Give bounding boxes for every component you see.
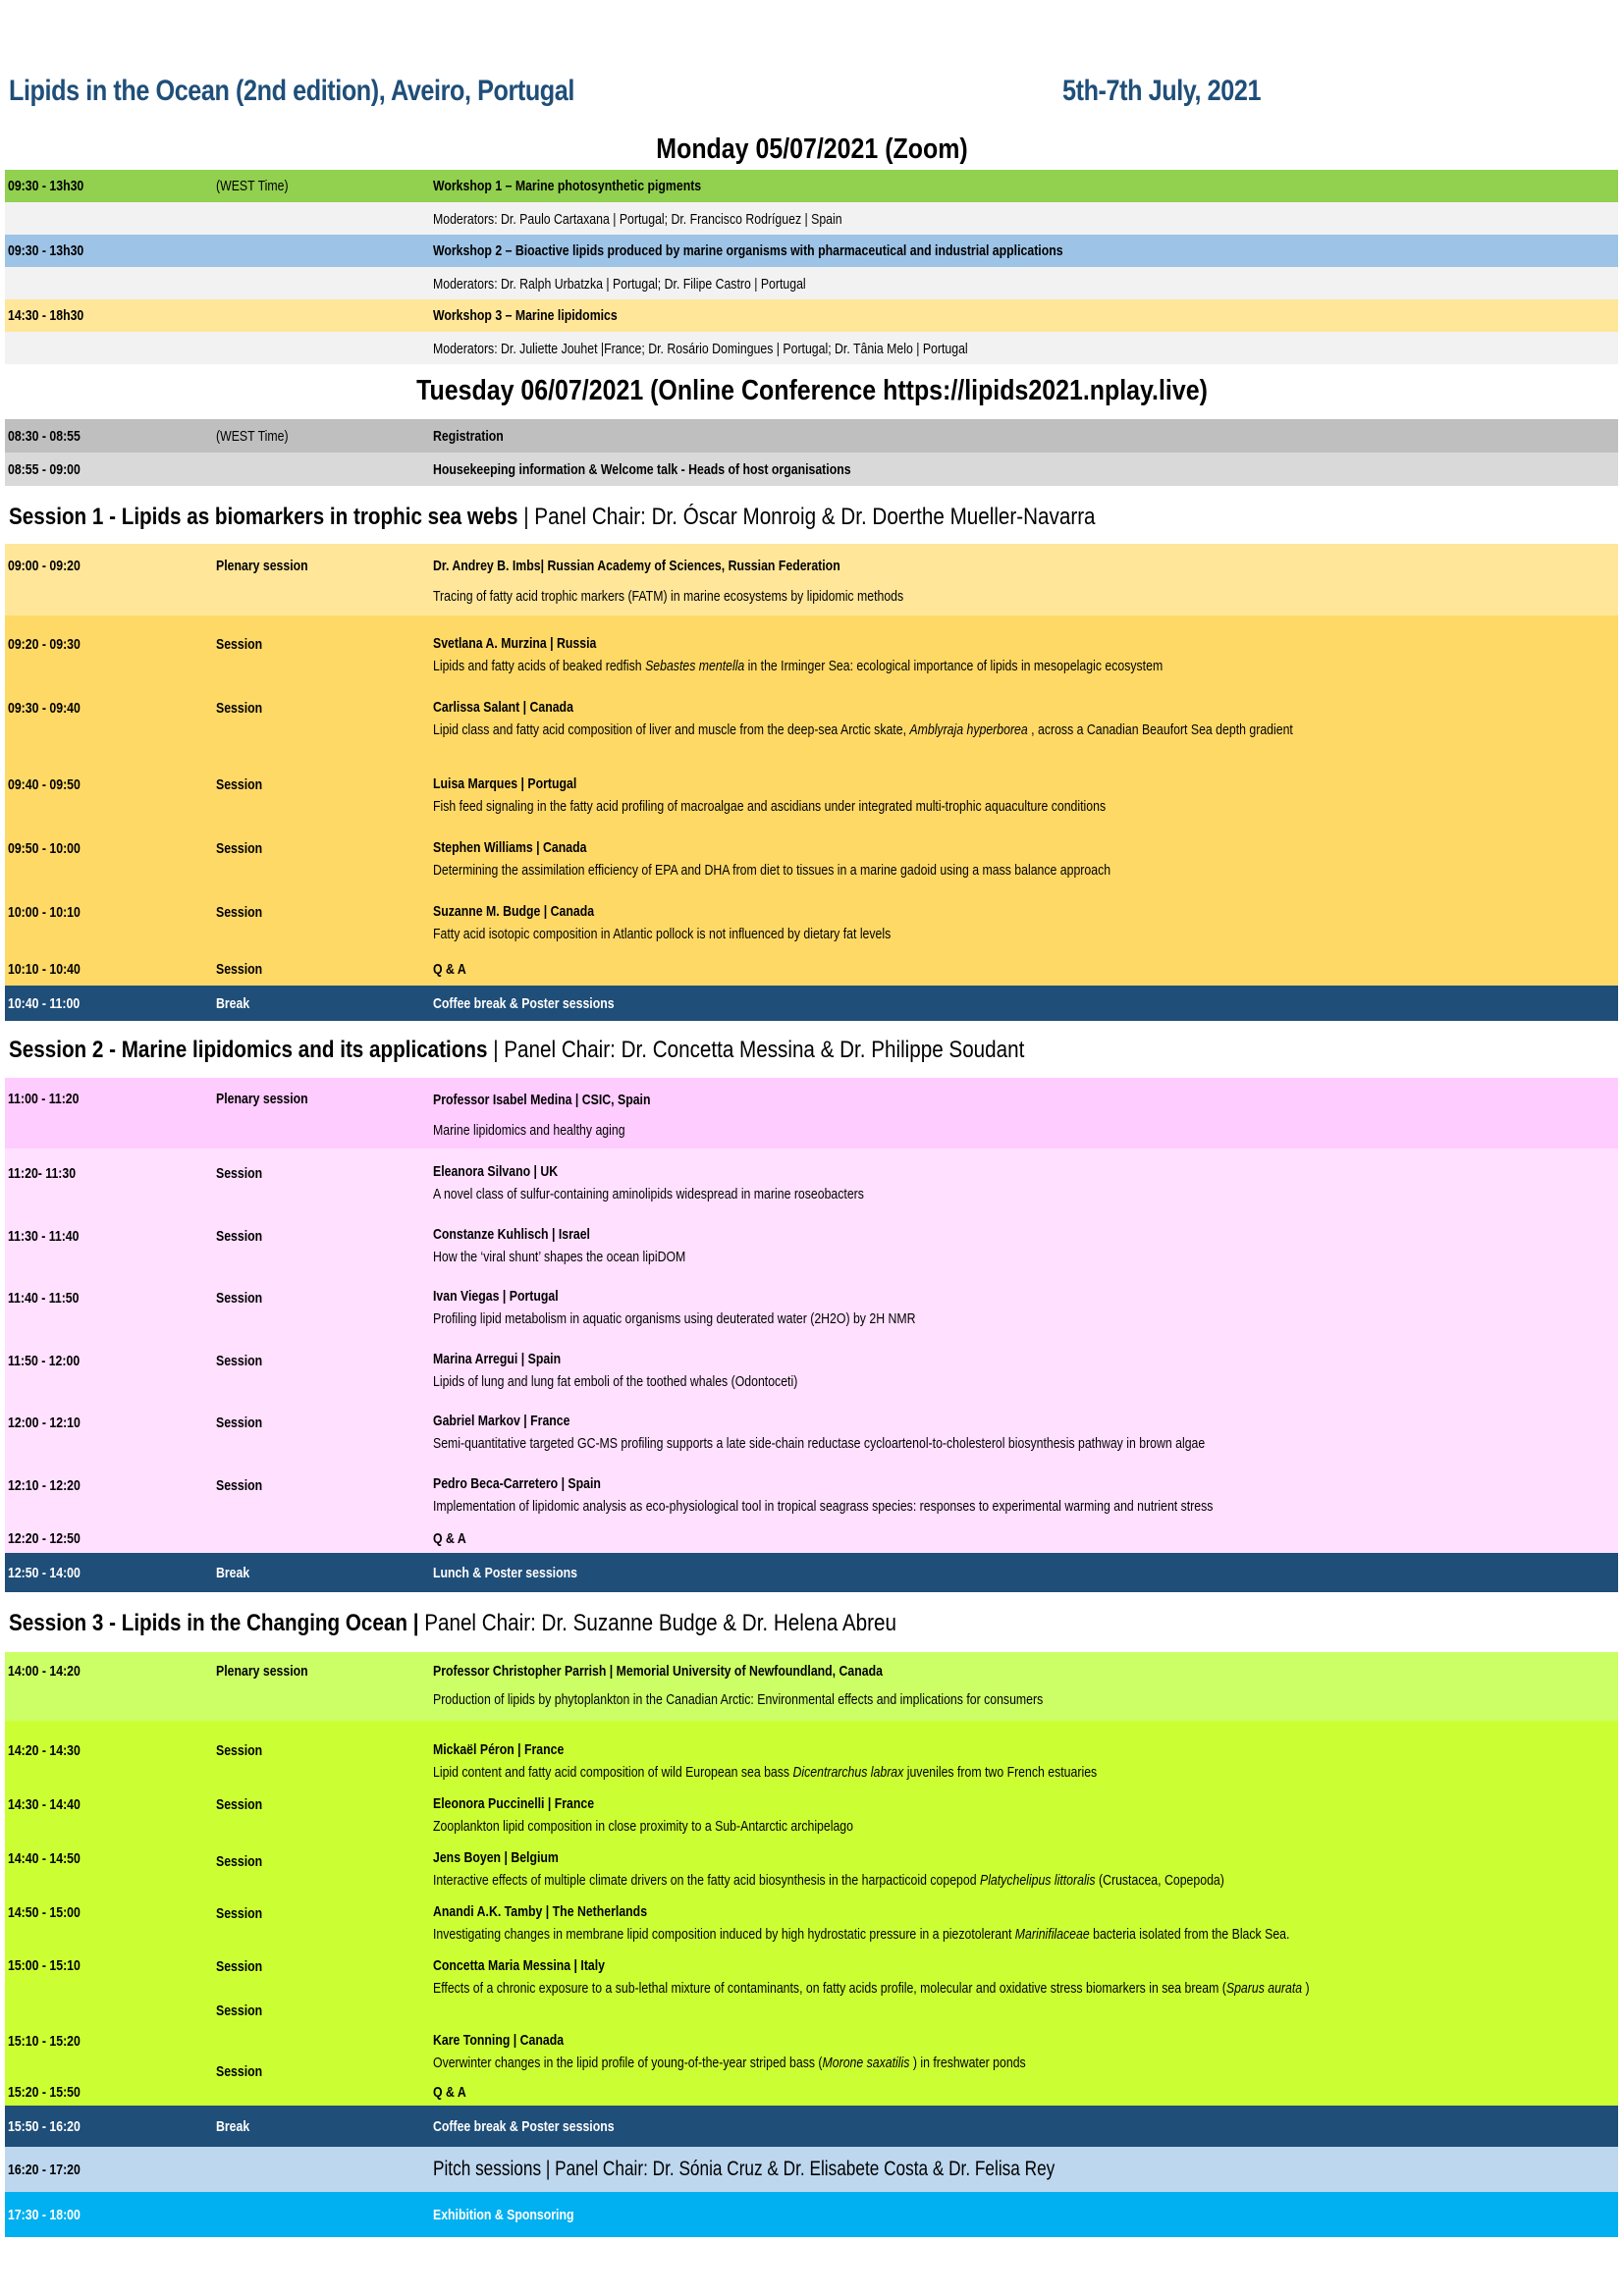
conference-title: Lipids in the Ocean (2nd edition), Aveiro, Portugal: [9, 75, 574, 107]
exhibition-row: 17:30 - 18:00 Exhibition & Sponsoring: [5, 2192, 1618, 2237]
talk-title: Effects of a chronic exposure to a sub-lethal mixture of contaminants, on fatty acids profile, molecular and oxidative stress biomarkers in sea bream (Sparus aurata ): [433, 1980, 1310, 1997]
session-2-heading: Session 2 - Marine lipidomics and its applications | Panel Chair: Dr. Concetta Messina & Dr. Philippe Soudant: [9, 1037, 1025, 1063]
speaker: Mickaël Péron | France: [433, 1741, 565, 1758]
talk-title: Overwinter changes in the lipid profile of young-of-the-year striped bass (Morone saxatilis ) in freshwater ponds: [433, 2055, 1026, 2071]
s1-talks-block: 09:20 - 09:30 Session Svetlana A. Murzina | Russia Lipids and fatty acids of beaked redfish Sebastes mentella in the Irminger Sea: ecological importance of lipids in mesopelagic ecosystem 09:30 - 09:40 Session Carlissa Salant | Canada Lipid class and fatty acid composition of liver and muscle from the deep-sea Arctic skate, Amblyraja hyperborea , across a Canadian Beaufort Sea depth gradient 09:40 - 09:50 Session Luisa Marques | Portugal Fish feed signaling in the fatty acid profiling of macroalgae and ascidians under integrated multi-trophic aquaculture conditions 09:50 - 10:00 Session Stephen Williams | Canada Determining the assimilation efficiency of EPA and DHA from diet to tissues in a marine gadoid using a mass balance approach 10:00 - 10:10 Session Suzanne M. Budge | Canada Fatty acid isotopic composition in Atlantic pollock is not influenced by dietary fat levels 10:10 - 10:40 Session Q & A: [5, 615, 1618, 986]
talk-title: Interactive effects of multiple climate drivers on the fatty acid biosynthesis in the harpacticoid copepod Platychelipus littoralis (Crustacea, Copepoda): [433, 1872, 1224, 1889]
talk-title: Profiling lipid metabolism in aquatic organisms using deuterated water (2H2O) by 2H NMR: [433, 1310, 916, 1327]
talk-title: Implementation of lipidomic analysis as eco-physiological tool in tropical seagrass species: responses to experimental warming and nutrient stress: [433, 1498, 1214, 1515]
speaker: Marina Arregui | Spain: [433, 1351, 562, 1367]
s2-plenary: 11:00 - 11:20 Plenary session Professor Isabel Medina | CSIC, Spain Marine lipidomics and healthy aging: [5, 1078, 1618, 1148]
speaker: Eleanora Silvano | UK: [433, 1163, 559, 1180]
talk-title: A novel class of sulfur-containing aminolipids widespread in marine roseobacters: [433, 1186, 864, 1202]
session-3-heading: Session 3 - Lipids in the Changing Ocean | Panel Chair: Dr. Suzanne Budge & Dr. Helena Abreu: [9, 1610, 896, 1636]
workshop-2-moderators: Moderators: Dr. Ralph Urbatzka | Portugal; Dr. Filipe Castro | Portugal: [5, 267, 1618, 299]
speaker: Kare Tonning | Canada: [433, 2032, 565, 2049]
speaker: Constanze Kuhlisch | Israel: [433, 1226, 590, 1243]
speaker: Concetta Maria Messina | Italy: [433, 1957, 606, 1974]
speaker: Anandi A.K. Tamby | The Netherlands: [433, 1903, 648, 1920]
registration-row: 08:30 - 08:55 (WEST Time) Registration: [5, 419, 1618, 453]
monday-heading: Monday 05/07/2021 (Zoom): [656, 133, 968, 165]
speaker: Ivan Viegas | Portugal: [433, 1288, 559, 1305]
speaker: Jens Boyen | Belgium: [433, 1849, 559, 1866]
talk-title: Lipid content and fatty acid composition of wild European sea bass Dicentrarchus labrax juveniles from two French estuaries: [433, 1764, 1098, 1781]
talk-title: Lipids of lung and lung fat emboli of the toothed whales (Odontoceti): [433, 1373, 798, 1390]
s2-talks-block: 11:20- 11:30 Session Eleanora Silvano | UK A novel class of sulfur-containing aminolipids widespread in marine roseobacters 11:30 - 11:40 Session Constanze Kuhlisch | Israel How the ‘viral shunt’ shapes the ocean lipiDOM 11:40 - 11:50 Session Ivan Viegas | Portugal Profiling lipid metabolism in aquatic organisms using deuterated water (2H2O) by 2H NMR 11:50 - 12:00 Session Marina Arregui | Spain Lipids of lung and lung fat emboli of the toothed whales (Odontoceti) 12:00 - 12:10 Session Gabriel Markov | France Semi-quantitative targeted GC-MS profiling supports a late side-chain reductase cycloartenol-to-cholesterol biosynthesis pathway in brown algae 12:10 - 12:20 Session Pedro Beca-Carretero | Spain Implementation of lipidomic analysis as eco-physiological tool in tropical seagrass species: responses to experimental warming and nutrient stress 12:20 - 12:50 Q & A: [5, 1148, 1618, 1553]
talk-title: Determining the assimilation efficiency of EPA and DHA from diet to tissues in a marine gadoid using a mass balance approach: [433, 862, 1111, 879]
session-1-heading: Session 1 - Lipids as biomarkers in trophic sea webs | Panel Chair: Dr. Óscar Monroig & Dr. Doerthe Mueller-Navarra: [9, 504, 1096, 530]
pitch-row: 16:20 - 17:20 Pitch sessions | Panel Chair: Dr. Sónia Cruz & Dr. Elisabete Costa & Dr. Felisa Rey: [5, 2147, 1618, 2192]
talk-title: How the ‘viral shunt’ shapes the ocean lipiDOM: [433, 1249, 686, 1265]
workshop-3-moderators: Moderators: Dr. Juliette Jouhet |France; Dr. Rosário Domingues | Portugal; Dr. Tânia Melo | Portugal: [5, 332, 1618, 364]
speaker: Stephen Williams | Canada: [433, 839, 587, 856]
speaker: Luisa Marques | Portugal: [433, 775, 577, 792]
speaker: Gabriel Markov | France: [433, 1413, 570, 1429]
s3-talks-block: 14:20 - 14:30 Session Mickaël Péron | France Lipid content and fatty acid composition of wild European sea bass Dicentrarchus labrax juveniles from two French estuaries 14:30 - 14:40 Session Eleonora Puccinelli | France Zooplankton lipid composition in close proximity to a Sub-Antarctic archipelago 14:40 - 14:50 Session Jens Boyen | Belgium Interactive effects of multiple climate drivers on the fatty acid biosynthesis in the harpacticoid copepod Platychelipus littoralis (Crustacea, Copepoda) 14:50 - 15:00 Session Anandi A.K. Tamby | The Netherlands Investigating changes in membrane lipid composition induced by high hydrostatic pressure in a piezotolerant Marinifilaceae bacteria isolated from the Black Sea. 15:00 - 15:10 Session Concetta Maria Messina | Italy Effects of a chronic exposure to a sub-lethal mixture of contaminants, on fatty acids profile, molecular and oxidative stress biomarkers in sea bream (Sparus aurata ) Session 15:10 - 15:20 Kare Tonning | Canada Overwinter changes in the lipid profile of young-of-the-year striped bass (Morone saxatilis ) in freshwater ponds Session 15:20 - 15:50 Q & A: [5, 1721, 1618, 2106]
talk-title: Lipids and fatty acids of beaked redfish Sebastes mentella in the Irminger Sea: ecological importance of lipids in mesopelagic ecosystem: [433, 658, 1164, 674]
workshop-1-moderators: Moderators: Dr. Paulo Cartaxana | Portugal; Dr. Francisco Rodríguez | Spain: [5, 202, 1618, 235]
s1-plenary: 09:00 - 09:20 Plenary session Dr. Andrey B. Imbs| Russian Academy of Sciences, Russian Federation Tracing of fatty acid trophic markers (FATM) in marine ecosystems by lipidomic methods: [5, 544, 1618, 615]
housekeeping-row: 08:55 - 09:00 Housekeeping information & Welcome talk - Heads of host organisations: [5, 453, 1618, 486]
speaker: Suzanne M. Budge | Canada: [433, 903, 595, 920]
talk-title: Investigating changes in membrane lipid composition induced by high hydrostatic pressure in a piezotolerant Marinifilaceae bacteria isolated from the Black Sea.: [433, 1926, 1290, 1943]
s1-break: 10:40 - 11:00 Break Coffee break & Poster sessions: [5, 986, 1618, 1021]
tuesday-heading: Tuesday 06/07/2021 (Online Conference https://lipids2021.nplay.live): [416, 375, 1208, 406]
conference-dates: 5th-7th July, 2021: [1062, 75, 1262, 107]
s3-plenary: 14:00 - 14:20 Plenary session Professor Christopher Parrish | Memorial University of Newfoundland, Canada Production of lipids by phytoplankton in the Canadian Arctic: Environmental effects and implications for consumers: [5, 1652, 1618, 1721]
talk-title: Semi-quantitative targeted GC-MS profiling supports a late side-chain reductase cycloartenol-to-cholesterol biosynthesis pathway in brown algae: [433, 1435, 1206, 1452]
talk-title: Fish feed signaling in the fatty acid profiling of macroalgae and ascidians under integrated multi-trophic aquaculture conditions: [433, 798, 1107, 815]
talk-title: Fatty acid isotopic composition in Atlantic pollock is not influenced by dietary fat levels: [433, 926, 892, 942]
workshop-2-row: 09:30 - 13h30 Workshop 2 – Bioactive lipids produced by marine organisms with pharmaceutical and industrial applications: [5, 235, 1618, 267]
talk-title: Lipid class and fatty acid composition of liver and muscle from the deep-sea Arctic skate, Amblyraja hyperborea , across a Canadian Beaufort Sea depth gradient: [433, 721, 1293, 738]
workshop-3-row: 14:30 - 18h30 Workshop 3 – Marine lipidomics: [5, 299, 1618, 332]
workshop-1-row: 09:30 - 13h30 (WEST Time) Workshop 1 – Marine photosynthetic pigments: [5, 170, 1618, 202]
speaker: Carlissa Salant | Canada: [433, 699, 573, 716]
speaker: Eleonora Puccinelli | France: [433, 1795, 595, 1812]
talk-title: Zooplankton lipid composition in close proximity to a Sub-Antarctic archipelago: [433, 1818, 853, 1835]
speaker: Pedro Beca-Carretero | Spain: [433, 1475, 601, 1492]
s3-break: 15:50 - 16:20 Break Coffee break & Poster sessions: [5, 2106, 1618, 2147]
speaker: Svetlana A. Murzina | Russia: [433, 635, 597, 652]
s2-break: 12:50 - 14:00 Break Lunch & Poster sessions: [5, 1553, 1618, 1592]
